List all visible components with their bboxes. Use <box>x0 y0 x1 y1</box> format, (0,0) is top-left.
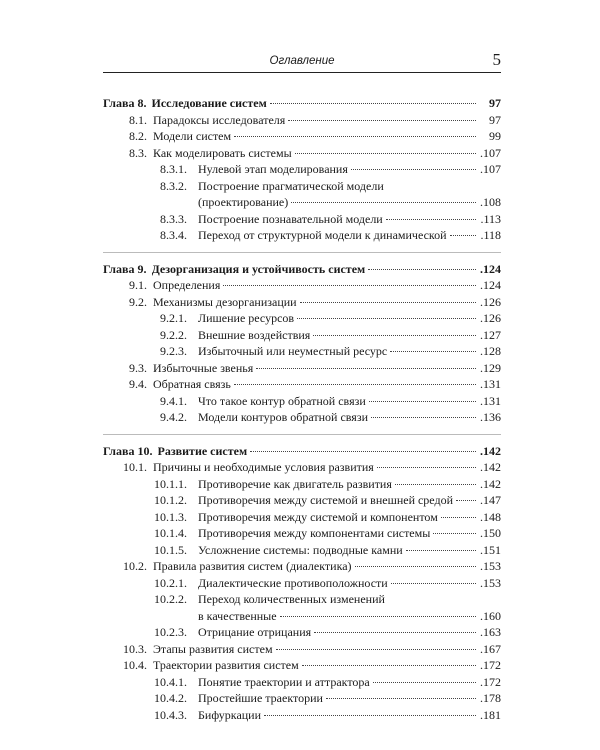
subsection-entry[interactable] <box>103 542 501 559</box>
section-entry-number: 8.3. <box>129 145 147 160</box>
subsection-entry-number: 10.1.1. <box>154 476 187 491</box>
subsection-entry-title: Диалектические противоположности <box>198 575 388 590</box>
section-entry-title: Причины и необходимые условия развития <box>153 460 374 474</box>
leader-dots <box>390 351 476 352</box>
leader-dots <box>302 665 476 666</box>
section-entry-page: .129 <box>480 360 501 375</box>
section-entry-page: .153 <box>480 559 501 573</box>
leader-dots <box>369 401 476 402</box>
subsection-entry[interactable] <box>103 591 501 608</box>
subsection-entry-number: 9.2.3. <box>160 344 187 358</box>
section-entry[interactable] <box>103 294 501 311</box>
section-entry-page: .131 <box>480 377 501 391</box>
subsection-entry-page: .108 <box>480 195 501 209</box>
subsection-entry-title: Избыточный или неуместный ресурс <box>198 344 388 358</box>
section-entry-title: Механизмы дезорганизации <box>153 294 297 309</box>
subsection-entry-number: 10.4.3. <box>154 707 187 722</box>
subsection-entry-title: Противоречия между компонентами системы <box>198 526 431 540</box>
chapter-block <box>103 443 501 724</box>
subsection-entry[interactable] <box>103 211 501 228</box>
chapter-entry-page: .124 <box>480 261 501 276</box>
subsection-entry-title: Лишение ресурсов <box>198 311 295 325</box>
chapter-entry[interactable] <box>103 261 501 278</box>
subsection-entry-number: 9.2.2. <box>160 327 187 342</box>
subsection-entry-title-line2: в качественные <box>198 608 277 623</box>
leader-dots <box>300 302 476 303</box>
subsection-entry-continued[interactable] <box>103 194 501 211</box>
chapter-entry[interactable] <box>103 95 501 112</box>
subsection-entry-title: Переход количественных изменений <box>198 592 385 606</box>
leader-dots <box>391 583 476 584</box>
section-entry-title: Избыточные звенья <box>153 360 254 375</box>
leader-dots <box>264 715 476 716</box>
chapter-divider <box>103 434 501 435</box>
section-entry[interactable] <box>103 376 501 393</box>
running-title: Оглавление <box>269 55 335 67</box>
leader-dots <box>326 698 476 699</box>
section-entry[interactable] <box>103 112 501 129</box>
leader-dots <box>223 285 476 286</box>
subsection-entry-title: Построение познавательной модели <box>198 211 383 226</box>
leader-dots <box>256 368 476 369</box>
leader-dots <box>368 269 476 270</box>
page-number: 5 <box>492 50 501 69</box>
subsection-entry-title: Противоречия между системой и внешней средой <box>198 493 454 507</box>
section-entry[interactable] <box>103 459 501 476</box>
leader-dots <box>291 202 476 203</box>
subsection-entry-number: 9.4.1. <box>160 393 187 408</box>
page-header <box>103 50 501 73</box>
subsection-entry[interactable] <box>103 178 501 195</box>
subsection-entry-title: Противоречие как двигатель развития <box>198 476 392 491</box>
section-entry-page: 97 <box>489 112 501 127</box>
leader-dots <box>250 451 476 452</box>
subsection-entry-title: Нулевой этап моделирования <box>198 162 348 176</box>
subsection-entry-title: Простейшие траектории <box>198 691 323 705</box>
subsection-entry-page: .172 <box>480 674 501 689</box>
chapter-entry-page: 97 <box>489 96 501 110</box>
subsection-entry[interactable] <box>103 525 501 542</box>
section-entry[interactable] <box>103 128 501 145</box>
subsection-entry-page: .147 <box>480 493 501 507</box>
subsection-entry[interactable] <box>103 707 501 724</box>
section-entry-title: Этапы развития систем <box>153 641 273 656</box>
chapter-entry-page: .142 <box>480 443 501 458</box>
subsection-entry-page: .181 <box>480 707 501 722</box>
chapter-block <box>103 95 501 244</box>
leader-dots <box>280 616 476 617</box>
chapter-divider <box>103 252 501 253</box>
subsection-entry-page: .127 <box>480 327 501 342</box>
subsection-entry-title: Модели контуров обратной связи <box>198 410 368 424</box>
leader-dots <box>377 467 476 468</box>
leader-dots <box>351 169 476 170</box>
subsection-entry[interactable] <box>103 509 501 526</box>
section-entry-title: Модели систем <box>153 129 232 143</box>
subsection-entry-number: 8.3.2. <box>160 178 187 193</box>
subsection-entry-page: .151 <box>480 542 501 557</box>
subsection-entry-page: .163 <box>480 625 501 639</box>
subsection-entry-number: 10.1.4. <box>154 526 187 540</box>
subsection-entry-number: 8.3.4. <box>160 228 187 242</box>
section-entry-number: 10.2. <box>123 559 147 573</box>
subsection-entry-title: Переход от структурной модели к динамической <box>198 228 447 242</box>
section-entry[interactable] <box>103 657 501 674</box>
table-of-contents <box>103 95 501 731</box>
subsection-entry-title: Построение прагматической модели <box>198 178 384 193</box>
section-entry[interactable] <box>103 277 501 294</box>
subsection-entry-title: Внешние воздействия <box>198 327 311 342</box>
leader-dots <box>406 550 476 551</box>
subsection-entry-number: 10.4.1. <box>154 674 187 689</box>
subsection-entry[interactable] <box>103 393 501 410</box>
subsection-entry-page: .153 <box>480 575 501 590</box>
subsection-entry-page: .118 <box>480 228 501 242</box>
subsection-entry[interactable] <box>103 327 501 344</box>
chapter-entry-title: Развитие систем <box>157 443 248 458</box>
section-entry-page: .107 <box>480 145 501 160</box>
chapter-block <box>103 261 501 426</box>
subsection-entry-title-line2: (проектирование) <box>198 195 289 209</box>
section-entry-page: .142 <box>480 460 501 474</box>
subsection-entry-number: 8.3.1. <box>160 162 187 176</box>
leader-dots <box>288 120 476 121</box>
leader-dots <box>313 335 476 336</box>
subsection-entry-page: .142 <box>480 476 501 491</box>
subsection-entry-page: .160 <box>480 608 501 623</box>
subsection-entry-page: .128 <box>480 344 501 358</box>
leader-dots <box>314 632 476 633</box>
section-entry[interactable] <box>103 145 501 162</box>
subsection-entry[interactable] <box>103 310 501 327</box>
leader-dots <box>355 566 476 567</box>
leader-dots <box>373 682 476 683</box>
subsection-entry-page: .113 <box>480 211 501 226</box>
section-entry-title: Обратная связь <box>153 377 231 391</box>
subsection-entry-page: .107 <box>480 162 501 176</box>
leader-dots <box>371 417 476 418</box>
subsection-entry[interactable] <box>103 690 501 707</box>
subsection-entry[interactable] <box>103 624 501 641</box>
subsection-entry[interactable] <box>103 161 501 178</box>
chapter-entry-number: Глава 8. <box>103 96 147 110</box>
leader-dots <box>433 533 476 534</box>
section-entry-number: 9.2. <box>129 294 147 309</box>
chapter-entry-number: Глава 10. <box>103 443 153 458</box>
subsection-entry[interactable] <box>103 409 501 426</box>
subsection-entry[interactable] <box>103 492 501 509</box>
section-entry-number: 10.3. <box>123 641 147 656</box>
subsection-entry-page: .126 <box>480 311 501 325</box>
chapter-entry-title: Исследование систем <box>151 96 267 110</box>
section-entry-page: .172 <box>480 658 501 672</box>
section-entry[interactable] <box>103 360 501 377</box>
leader-dots <box>395 484 476 485</box>
subsection-entry-number: 10.4.2. <box>154 691 187 705</box>
leader-dots <box>297 318 476 319</box>
subsection-entry-title: Противоречия между системой и компонентом <box>198 509 438 524</box>
section-entry-title: Правила развития систем (диалектика) <box>153 559 352 573</box>
subsection-entry-title: Бифуркации <box>198 707 262 722</box>
subsection-entry[interactable] <box>103 674 501 691</box>
subsection-entry-page: .178 <box>480 691 501 705</box>
subsection-entry-number: 8.3.3. <box>160 211 187 226</box>
section-entry-number: 9.1. <box>129 278 147 292</box>
section-entry-number: 8.1. <box>129 112 147 127</box>
section-entry[interactable] <box>103 558 501 575</box>
section-entry-number: 9.3. <box>129 360 147 375</box>
section-entry-page: .167 <box>480 641 501 656</box>
leader-dots <box>270 103 476 104</box>
subsection-entry-title: Усложнение системы: подводные камни <box>198 542 403 557</box>
subsection-entry-page: .131 <box>480 393 501 408</box>
subsection-entry-number: 10.1.2. <box>154 493 187 507</box>
section-entry-number: 8.2. <box>129 129 147 143</box>
leader-dots <box>234 384 476 385</box>
subsection-entry-number: 10.1.3. <box>154 509 187 524</box>
subsection-entry[interactable] <box>103 476 501 493</box>
leader-dots <box>386 219 476 220</box>
chapter-entry[interactable] <box>103 443 501 460</box>
subsection-entry-page: .150 <box>480 526 501 540</box>
section-entry[interactable] <box>103 641 501 658</box>
subsection-entry-number: 10.1.5. <box>154 542 187 557</box>
section-entry-page: .124 <box>480 278 501 292</box>
subsection-entry-number: 9.4.2. <box>160 410 187 424</box>
section-entry-title: Траектории развития систем <box>153 658 299 672</box>
leader-dots <box>295 153 476 154</box>
subsection-entry-title: Отрицание отрицания <box>198 625 312 639</box>
section-entry-page: .126 <box>480 294 501 309</box>
subsection-entry-page: .148 <box>480 509 501 524</box>
leader-dots <box>276 649 476 650</box>
subsection-entry-number: 9.2.1. <box>160 311 187 325</box>
section-entry-number: 10.4. <box>123 658 147 672</box>
leader-dots <box>441 517 476 518</box>
section-entry-page: 99 <box>489 129 501 143</box>
leader-dots <box>456 500 476 501</box>
subsection-entry-number: 10.2.2. <box>154 592 187 606</box>
section-entry-title: Как моделировать системы <box>153 145 292 160</box>
section-entry-number: 10.1. <box>123 460 147 474</box>
section-entry-title: Определения <box>153 278 221 292</box>
subsection-entry-page: .136 <box>480 410 501 424</box>
subsection-entry-number: 10.2.3. <box>154 625 187 639</box>
subsection-entry-title: Понятие траектории и аттрактора <box>198 674 370 689</box>
section-entry-number: 9.4. <box>129 377 147 391</box>
section-entry-title: Парадоксы исследователя <box>153 112 286 127</box>
chapter-entry-title: Дезорганизация и устойчивость систем <box>151 261 366 276</box>
subsection-entry-number: 10.2.1. <box>154 575 187 590</box>
chapter-entry-number: Глава 9. <box>103 261 147 276</box>
leader-dots <box>450 235 476 236</box>
subsection-entry-continued[interactable] <box>103 608 501 625</box>
subsection-entry[interactable] <box>103 575 501 592</box>
subsection-entry-title: Что такое контур обратной связи <box>198 393 366 408</box>
subsection-entry[interactable] <box>103 343 501 360</box>
leader-dots <box>234 136 476 137</box>
subsection-entry[interactable] <box>103 227 501 244</box>
